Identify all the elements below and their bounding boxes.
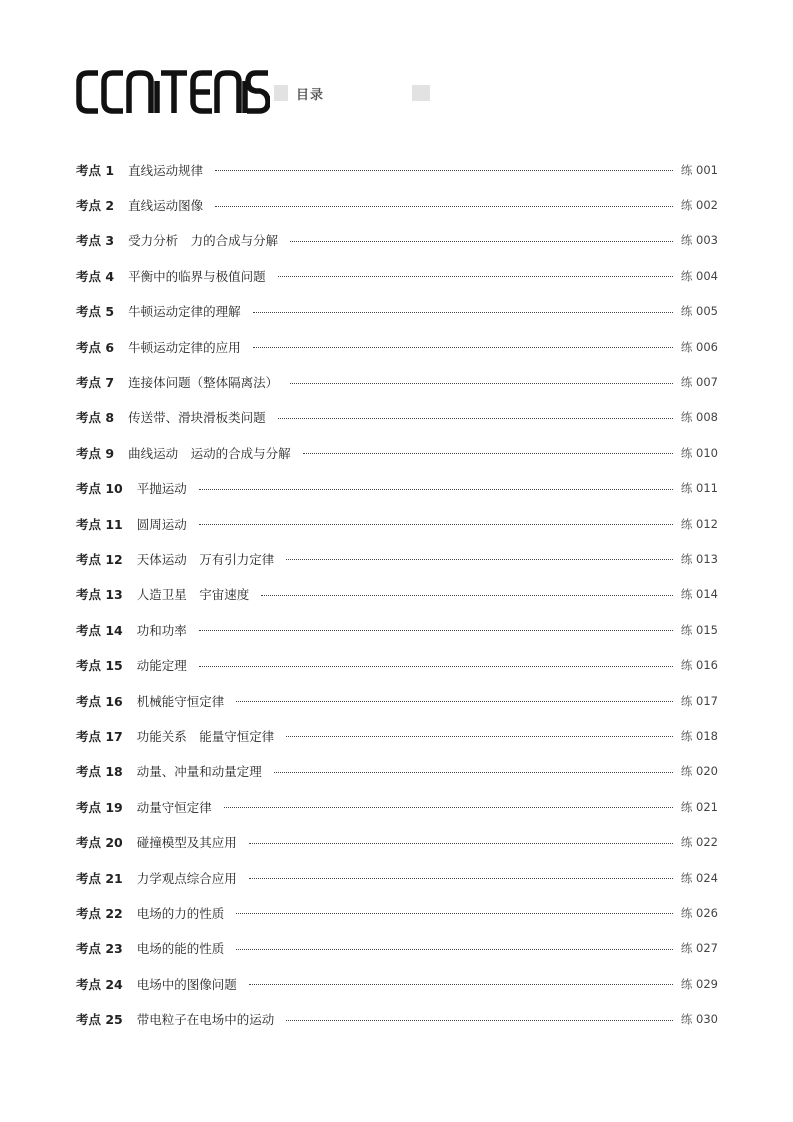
toc-entry[interactable] [76, 152, 718, 187]
toc-entry-page: 练 008 [680, 410, 718, 425]
toc-entry-number: 考点 20 [76, 835, 123, 851]
toc-entry[interactable] [76, 400, 718, 435]
toc-entry-title: 直线运动规律 [128, 162, 204, 178]
dot-leader [286, 1020, 673, 1021]
toc-entry-title: 平衡中的临界与极值问题 [128, 268, 266, 284]
contents-logo [76, 68, 270, 116]
header [76, 68, 366, 118]
toc-entry-number: 考点 15 [76, 658, 123, 674]
toc-entry-title: 曲线运动 运动的合成与分解 [128, 445, 291, 461]
toc-entry[interactable] [76, 683, 718, 718]
toc-entry-title: 圆周运动 [136, 516, 187, 532]
toc-entry-title: 电场的能的性质 [136, 941, 225, 957]
toc-entry-page: 练 027 [680, 941, 718, 956]
toc-entry-number: 考点 11 [76, 516, 123, 532]
toc-entry-number: 考点 9 [76, 445, 115, 461]
toc-entry[interactable] [76, 435, 718, 470]
toc-entry-title: 带电粒子在电场中的运动 [136, 1012, 275, 1028]
toc-entry-page: 练 012 [680, 516, 718, 531]
toc-entry-number: 考点 4 [76, 268, 115, 284]
dot-leader [236, 701, 673, 702]
toc-entry[interactable] [76, 824, 718, 859]
toc-entry[interactable] [76, 577, 718, 612]
toc-entry-number: 考点 24 [76, 976, 123, 992]
toc-entry[interactable] [76, 258, 718, 293]
toc-entry[interactable] [76, 931, 718, 966]
subtitle-banner [274, 85, 430, 101]
dot-leader [199, 666, 673, 667]
toc-entry[interactable] [76, 754, 718, 789]
toc-entry-number: 考点 14 [76, 622, 123, 638]
dot-leader [236, 949, 673, 950]
dot-leader [253, 312, 673, 313]
toc-entry-title: 天体运动 万有引力定律 [136, 551, 275, 567]
toc-entry-page: 练 005 [680, 304, 718, 319]
toc-entry-page: 练 022 [680, 835, 718, 850]
toc-entry-page: 练 006 [680, 339, 718, 354]
toc-entry-title: 受力分析 力的合成与分解 [128, 233, 279, 249]
table-of-contents [76, 152, 718, 1037]
toc-entry[interactable] [76, 1001, 718, 1036]
dot-leader [215, 170, 673, 171]
toc-entry-number: 考点 13 [76, 587, 123, 603]
toc-entry-title: 力学观点综合应用 [136, 870, 237, 886]
toc-entry-title: 牛顿运动定律的理解 [128, 304, 241, 320]
toc-entry-title: 动能定理 [136, 658, 187, 674]
toc-entry-page: 练 014 [680, 587, 718, 602]
toc-entry-page: 练 024 [680, 870, 718, 885]
toc-entry-page: 练 010 [680, 445, 718, 460]
toc-entry[interactable] [76, 860, 718, 895]
dot-leader [215, 206, 673, 207]
toc-entry-number: 考点 2 [76, 198, 115, 214]
toc-entry-title: 牛顿运动定律的应用 [128, 339, 241, 355]
toc-entry-page: 练 026 [680, 905, 718, 920]
toc-entry-title: 平抛运动 [136, 481, 187, 497]
toc-entry-page: 练 001 [680, 162, 718, 177]
dot-leader [249, 984, 673, 985]
dot-leader [249, 878, 673, 879]
toc-entry-number: 考点 12 [76, 551, 123, 567]
toc-entry-number: 考点 18 [76, 764, 123, 780]
toc-entry-number: 考点 22 [76, 905, 123, 921]
dot-leader [290, 241, 673, 242]
toc-entry-title: 电场中的图像问题 [136, 976, 237, 992]
dot-leader [253, 347, 673, 348]
toc-entry-page: 练 018 [680, 728, 718, 743]
toc-entry-title: 机械能守恒定律 [136, 693, 225, 709]
toc-entry-number: 考点 19 [76, 799, 123, 815]
toc-entry-number: 考点 10 [76, 481, 123, 497]
toc-entry-title: 动量守恒定律 [136, 799, 212, 815]
toc-entry-page: 练 002 [680, 198, 718, 213]
toc-entry-page: 练 021 [680, 799, 718, 814]
toc-entry[interactable] [76, 364, 718, 399]
toc-entry-number: 考点 1 [76, 162, 115, 178]
toc-entry-page: 练 030 [680, 1012, 718, 1027]
toc-entry[interactable] [76, 718, 718, 753]
toc-entry-number: 考点 23 [76, 941, 123, 957]
subtitle-bar-right [412, 85, 430, 101]
dot-leader [278, 418, 673, 419]
dot-leader [199, 630, 673, 631]
dot-leader [224, 807, 673, 808]
toc-entry-number: 考点 8 [76, 410, 115, 426]
toc-entry[interactable] [76, 895, 718, 930]
toc-entry[interactable] [76, 541, 718, 576]
toc-entry[interactable] [76, 647, 718, 682]
toc-entry-number: 考点 17 [76, 728, 123, 744]
toc-entry-title: 碰撞模型及其应用 [136, 835, 237, 851]
toc-entry-number: 考点 21 [76, 870, 123, 886]
toc-entry-page: 练 003 [680, 233, 718, 248]
toc-entry-page: 练 007 [680, 375, 718, 390]
toc-entry-number: 考点 16 [76, 693, 123, 709]
toc-entry-title: 功能关系 能量守恒定律 [136, 728, 275, 744]
toc-entry-title: 功和功率 [136, 622, 187, 638]
toc-entry-title: 连接体问题（整体隔离法） [128, 375, 279, 391]
toc-entry-page: 练 011 [680, 481, 718, 496]
toc-entry-title: 直线运动图像 [128, 198, 204, 214]
toc-entry-page: 练 017 [680, 693, 718, 708]
dot-leader [199, 524, 673, 525]
toc-entry-title: 传送带、滑块滑板类问题 [128, 410, 266, 426]
toc-entry[interactable] [76, 789, 718, 824]
dot-leader [278, 276, 673, 277]
toc-entry[interactable] [76, 223, 718, 258]
dot-leader [286, 559, 673, 560]
toc-entry-title: 动量、冲量和动量定理 [136, 764, 262, 780]
toc-entry[interactable] [76, 966, 718, 1001]
subtitle: 目录 [296, 88, 325, 103]
toc-entry-title: 人造卫星 宇宙速度 [136, 587, 250, 603]
toc-entry[interactable] [76, 329, 718, 364]
toc-entry-page: 练 004 [680, 268, 718, 283]
dot-leader [274, 772, 673, 773]
toc-entry[interactable] [76, 187, 718, 222]
toc-entry[interactable] [76, 506, 718, 541]
dot-leader [236, 913, 673, 914]
subtitle-bar-left [274, 85, 288, 101]
toc-entry[interactable] [76, 612, 718, 647]
toc-entry-page: 练 015 [680, 622, 718, 637]
toc-entry[interactable] [76, 471, 718, 506]
dot-leader [286, 736, 673, 737]
toc-entry-number: 考点 7 [76, 375, 115, 391]
dot-leader [261, 595, 673, 596]
toc-entry-page: 练 020 [680, 764, 718, 779]
toc-entry-number: 考点 3 [76, 233, 115, 249]
toc-entry-title: 电场的力的性质 [136, 905, 225, 921]
toc-entry[interactable] [76, 294, 718, 329]
toc-entry-page: 练 013 [680, 551, 718, 566]
toc-entry-page: 练 016 [680, 658, 718, 673]
dot-leader [303, 453, 673, 454]
dot-leader [199, 489, 673, 490]
toc-entry-number: 考点 6 [76, 339, 115, 355]
dot-leader [290, 383, 673, 384]
toc-entry-page: 练 029 [680, 976, 718, 991]
toc-entry-number: 考点 25 [76, 1012, 123, 1028]
dot-leader [249, 843, 673, 844]
toc-entry-number: 考点 5 [76, 304, 115, 320]
